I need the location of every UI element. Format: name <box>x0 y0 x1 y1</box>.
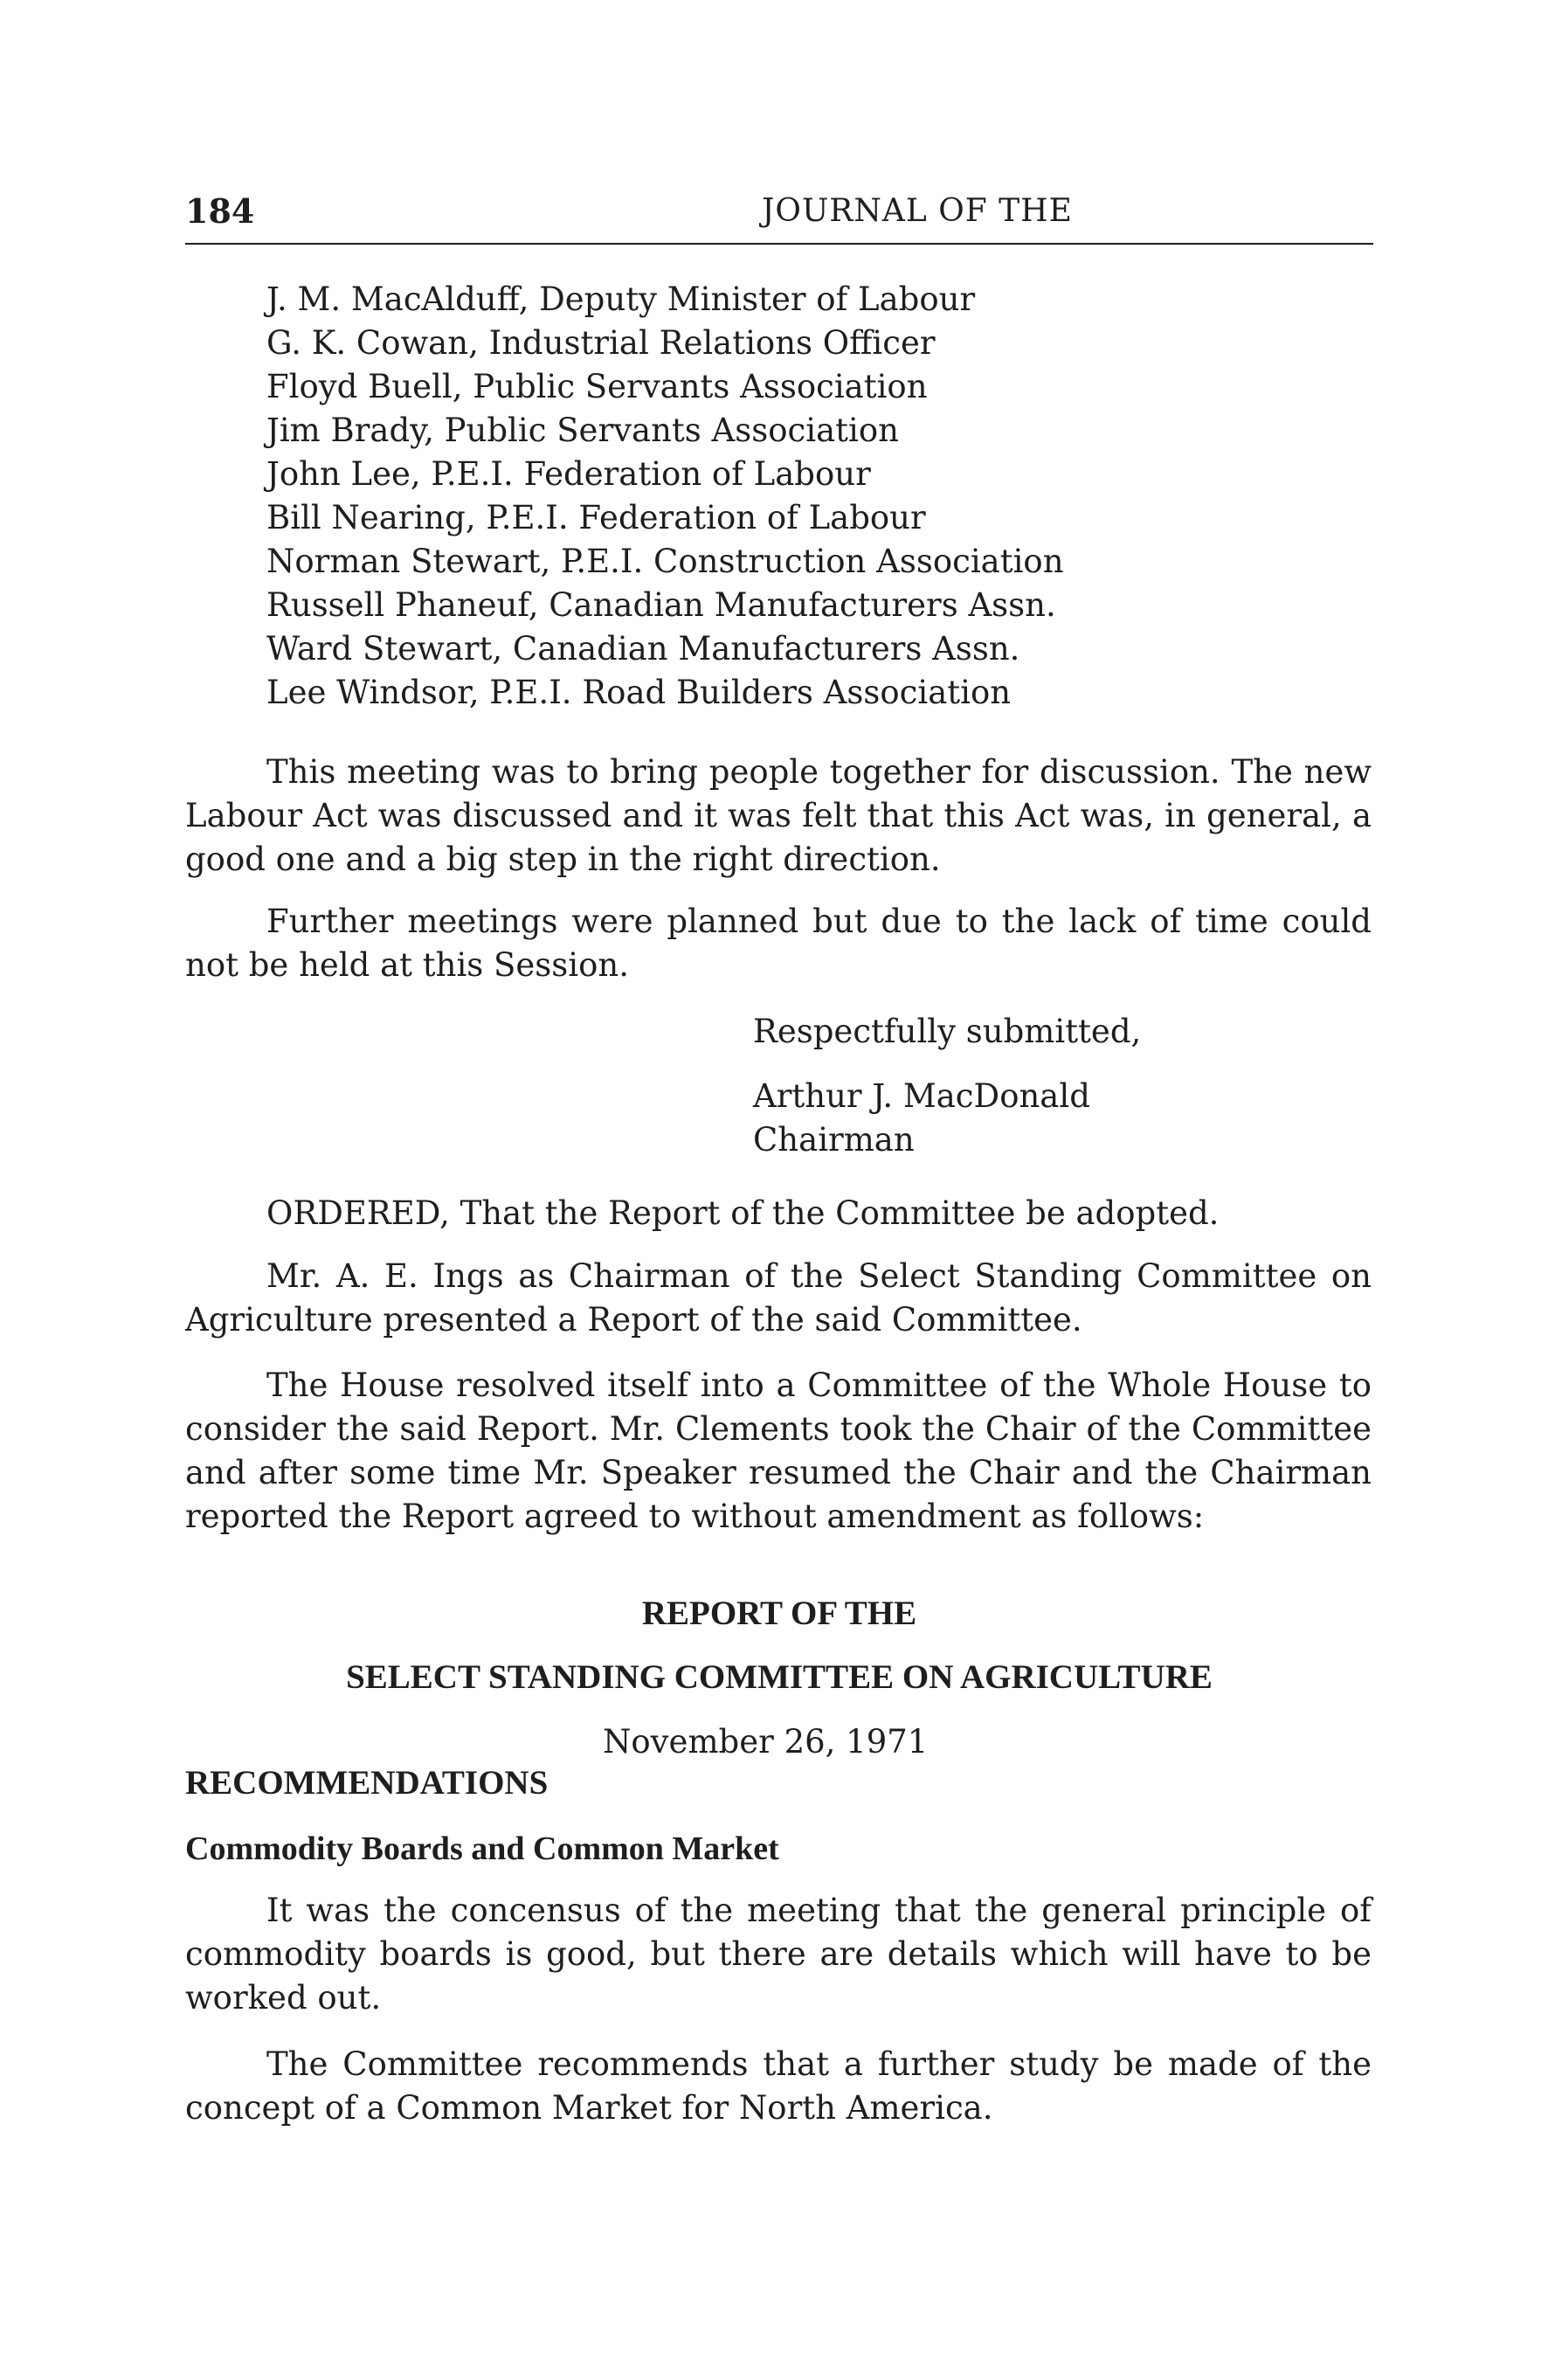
attendee-list <box>266 278 1315 715</box>
agriculture-report-presented-paragraph: Mr. A. E. Ings as Chairman of the Select Standing Committee on Agriculture presented a Report of the said Committee. <box>185 1257 1372 1339</box>
common-market-paragraph: The Committee recommends that a further study be made of the concept of a Common Market for North America. <box>185 2045 1372 2127</box>
running-head: JOURNAL OF THE <box>762 193 1073 229</box>
attendee-line: G. K. Cowan, Industrial Relations Officer <box>266 324 936 362</box>
ordered-paragraph: ORDERED, That the Report of the Committee be adopted. <box>266 1194 1220 1232</box>
attendee-line: Norman Stewart, P.E.I. Construction Association <box>266 543 1064 580</box>
concensus-paragraph: It was the concensus of the meeting that the general principle of commodity boards is good, but there are details which will have to be worked out. <box>185 1892 1372 2017</box>
meeting-purpose-paragraph: This meeting was to bring people together for discussion. The new Labour Act was discussed and it was felt that this Act was, in general, a good one and a big step in the right direction. <box>185 753 1372 878</box>
report-title-line-1: REPORT OF THE <box>641 1595 917 1632</box>
attendee-line: Floyd Buell, Public Servants Association <box>266 368 928 405</box>
attendee-line: Bill Nearing, P.E.I. Federation of Labour <box>266 499 926 536</box>
report-title-line-2: SELECT STANDING COMMITTEE ON AGRICULTURE <box>346 1658 1213 1696</box>
further-meetings-paragraph: Further meetings were planned but due to the lack of time could not be held at this Session. <box>185 903 1372 984</box>
page-number: 184 <box>185 191 255 231</box>
signatory-title: Chairman <box>753 1121 915 1159</box>
signatory-name: Arthur J. MacDonald <box>753 1077 1090 1115</box>
report-date: November 26, 1971 <box>603 1723 929 1761</box>
attendee-line: Lee Windsor, P.E.I. Road Builders Association <box>266 674 1012 711</box>
page-header <box>185 190 1373 245</box>
commodity-boards-subheading: Commodity Boards and Common Market <box>185 1830 779 1867</box>
committee-of-whole-paragraph: The House resolved itself into a Committee of the Whole House to consider the said Report. Mr. Clements took the Chair of the Committee and after some time Mr. Speaker resumed the Chair and the Chairman reported the Report agreed to without amendment as follows: <box>185 1366 1372 1535</box>
recommendations-heading: RECOMMENDATIONS <box>185 1764 549 1802</box>
attendee-line: John Lee, P.E.I. Federation of Labour <box>266 455 871 493</box>
signature-block <box>753 1010 1365 1162</box>
attendee-line: Russell Phaneuf, Canadian Manufacturers Assn. <box>266 586 1056 624</box>
attendee-line: J. M. MacAlduff, Deputy Minister of Labour <box>266 280 976 318</box>
closing-salutation: Respectfully submitted, <box>753 1013 1142 1050</box>
attendee-line: Jim Brady, Public Servants Association <box>266 412 899 449</box>
attendee-line: Ward Stewart, Canadian Manufacturers Assn. <box>266 630 1020 668</box>
